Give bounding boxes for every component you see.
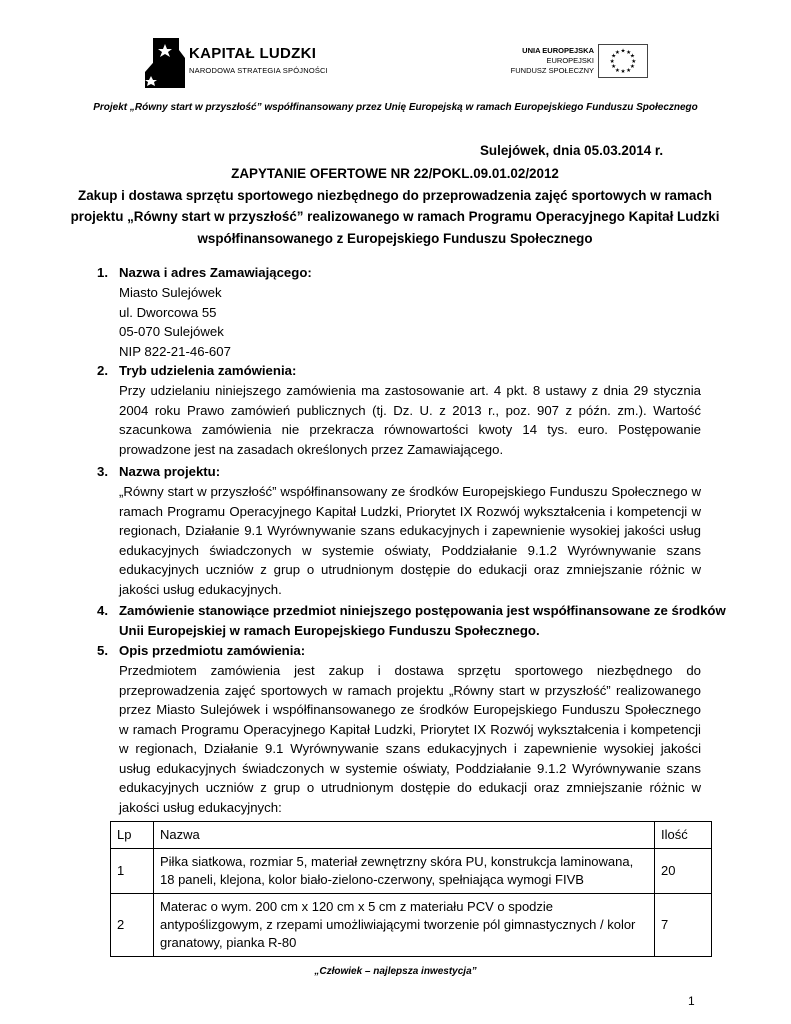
- section-text: „Równy start w przyszłość” współfinansowany ze środków Europejskiego Funduszu Społecznego w ramach Programu Operacyjnego Kapitał Ludzki, Priorytet IX Rozwój wykształcenia i kompetencji w regionach, Działanie 9.1 Wyrównywanie szans edukacyjnych i zapewnienie wysokiej jakości usług edukacyjnych świadczonych w systemie oświaty, Poddziałanie 9.1.2 Wyrównywanie szans edukacyjnych uczniów z grup o utrudnionym dostępie do edukacji oraz zmniejszanie różnic w jakości usług edukacyjnych.: [119, 484, 701, 597]
- item-name-line: 18 paneli, klejona, kolor biało-zielono-czerwony, spełniająca wymogi FIVB: [160, 872, 584, 887]
- item-name-line: Piłka siatkowa, rozmiar 5, materiał zewnętrzny skóra PU, konstrukcja laminowana,: [160, 854, 634, 869]
- svg-text:★: ★: [626, 49, 632, 56]
- svg-text:★: ★: [614, 67, 620, 74]
- section-text: Przy udzielaniu niniejszego zamówienia ma zastosowanie art. 4 pkt. 8 ustawy z dnia 29 stycznia 2004 roku Prawo zamówień publicznych (tj. Dz. U. z 2013 r., poz. 907 z późn. zm.). Wartość szacunkowa zamówienia nie przekracza równowartości kwoty 14 tys. euro. Postępowanie prowadzone jest na zasadach określonych przez Zamawiającego.: [119, 383, 701, 457]
- item-name-line: Materac o wym. 200 cm x 120 cm x 5 cm z materiału PCV o spodzie: [160, 899, 554, 914]
- section-number: 2.: [97, 363, 108, 378]
- orderer-address: [119, 283, 701, 361]
- section-heading: Opis przedmiotu zamówienia:: [119, 643, 306, 658]
- section-1: [97, 263, 701, 361]
- kapital-ludzki-emblem-icon: [145, 36, 185, 88]
- page-number: 1: [688, 994, 695, 1008]
- eu-logo: [506, 44, 648, 80]
- table-header-cell: Nazwa: [154, 822, 655, 849]
- table-header-cell: Lp: [111, 822, 154, 849]
- title-line-1: ZAPYTANIE OFERTOWE NR 22/POKL.09.01.02/2012: [231, 166, 559, 181]
- section-number: 5.: [97, 643, 108, 658]
- section-3: [97, 462, 701, 602]
- svg-text:★: ★: [629, 64, 635, 71]
- section-number: 3.: [97, 464, 108, 479]
- items-table: [110, 821, 712, 957]
- eu-logo-text: [511, 46, 594, 76]
- svg-text:★: ★: [611, 53, 617, 60]
- address-line: Miasto Sulejówek: [119, 285, 222, 300]
- table-row: [111, 849, 712, 894]
- section-text: Przedmiotem zamówienia jest zakup i dostawa sprzętu sportowego niezbędnego do przeprowadzenia zajęć sportowych w ramach projektu „Równy start w przyszłość” realizowanego przez Miasto Sulejówek i współfinansowanego ze środków Europejskiego Funduszu Społecznego w ramach Programu Operacyjnego Kapitał Ludzki, Priorytet IX Rozwój wykształcenia i kompetencji w regionach, Działanie 9.1 Wyrównywanie szans edukacyjnych i zapewnienie wysokiej jakości usług edukacyjnych świadczonych w systemie oświaty, Poddziałanie 9.1.2 Wyrównywanie szans edukacyjnych uczniów z grup o utrudnionym dostępie do edukacji oraz zmniejszanie różnic w jakości usług edukacyjnych:: [119, 663, 701, 815]
- section-heading: Nazwa i adres Zamawiającego:: [119, 265, 312, 280]
- table-cell-lp: 1: [111, 849, 154, 894]
- svg-text:★: ★: [611, 64, 617, 71]
- eu-flag-icon: [598, 44, 648, 78]
- item-name-line: granatowy, pianka R-80: [160, 935, 297, 950]
- svg-text:★: ★: [620, 69, 626, 76]
- table-row: [111, 894, 712, 957]
- table-header-cell: Ilość: [655, 822, 712, 849]
- svg-text:★: ★: [620, 48, 626, 55]
- section-heading: [119, 601, 726, 640]
- section-number: 1.: [97, 265, 108, 280]
- section-5: [97, 641, 701, 821]
- section-heading-line: Unii Europejskiej w ramach Europejskiego Funduszu Społecznego.: [119, 622, 540, 638]
- kapital-ludzki-subtitle: NARODOWA STRATEGIA SPÓJNOŚCI: [189, 66, 328, 75]
- section-number: 4.: [97, 603, 108, 618]
- address-line: NIP 822-21-46-607: [119, 343, 231, 359]
- document-date: Sulejówek, dnia 05.03.2014 r.: [480, 143, 664, 158]
- section-4: [97, 601, 726, 641]
- item-name-line: antypoślizgowym, z rzepami umożliwiającymi tworzenie pól gimnastycznych / kolor: [160, 917, 636, 932]
- kapital-ludzki-title: KAPITAŁ LUDZKI: [189, 45, 317, 62]
- section-2: [97, 361, 701, 461]
- title-line-3: projektu „Równy start w przyszłość” realizowanego w ramach Programu Operacyjnego Kapitał Ludzki: [70, 209, 720, 224]
- table-header-row: [111, 822, 712, 849]
- eu-line-3: FUNDUSZ SPOŁECZNY: [510, 66, 594, 75]
- svg-text:★: ★: [626, 67, 632, 74]
- section-heading: Nazwa projektu:: [119, 464, 221, 479]
- title-line-2: Zakup i dostawa sprzętu sportowego niezbędnego do przeprowadzenia zajęć sportowych w ramach: [78, 187, 712, 203]
- address-line: ul. Dworcowa 55: [119, 304, 217, 320]
- eu-line-1: UNIA EUROPEJSKA: [522, 46, 594, 55]
- svg-text:★: ★: [614, 49, 620, 56]
- footer-slogan: „Człowiek – najlepsza inwestycja”: [314, 966, 477, 977]
- table-cell-qty: 7: [655, 894, 712, 957]
- document-title: [60, 163, 730, 249]
- section-heading: Tryb udzielenia zamówienia:: [119, 363, 297, 378]
- kapital-ludzki-logo: [145, 36, 328, 88]
- table-cell-name: [154, 849, 655, 894]
- address-line: 05-070 Sulejówek: [119, 324, 224, 339]
- svg-text:★: ★: [629, 53, 635, 60]
- project-cofinancing-line: Projekt „Równy start w przyszłość” współfinansowany przez Unię Europejską w ramach Europejskiego Funduszu Społecznego: [93, 102, 698, 113]
- eu-line-2: EUROPEJSKI: [546, 56, 594, 65]
- title-line-4: współfinansowanego z Europejskiego Funduszu Społecznego: [197, 230, 593, 246]
- table-cell-lp: 2: [111, 894, 154, 957]
- svg-text:★: ★: [609, 58, 615, 65]
- section-heading-line: Zamówienie stanowiące przedmiot niniejszego postępowania jest współfinansowane ze środków: [119, 603, 726, 618]
- svg-text:★: ★: [631, 58, 637, 65]
- table-cell-name: [154, 894, 655, 957]
- table-cell-qty: 20: [655, 849, 712, 894]
